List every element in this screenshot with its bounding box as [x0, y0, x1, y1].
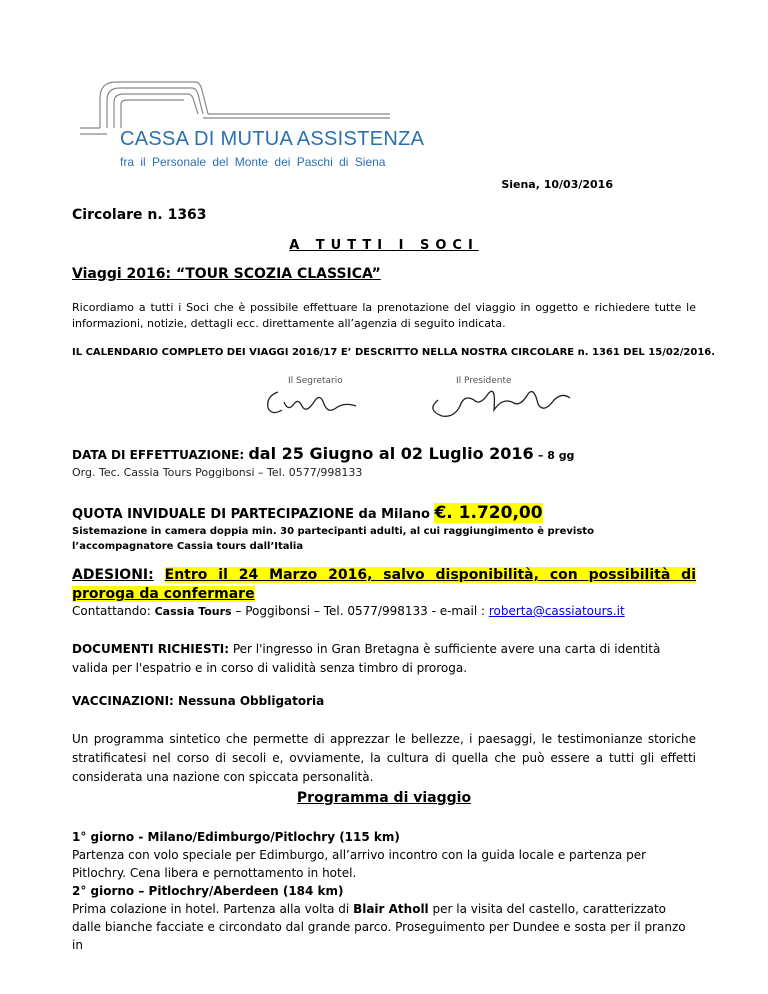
day2-text	[72, 900, 696, 954]
segretario-signature	[262, 384, 362, 420]
trip-dates-label: DATA DI EFFETTUAZIONE:	[72, 448, 245, 462]
presidente-label: Il Presidente	[456, 376, 512, 386]
day2-title: 2° giorno – Pitlochry/Aberdeen (184 km)	[72, 884, 344, 898]
contact-prefix: Contattando:	[72, 604, 155, 618]
calendar-note: IL CALENDARIO COMPLETO DEI VIAGGI 2016/17 E’ DESCRITTO NELLA NOSTRA CIRCOLARE n. 1361 DEL 15/02/2016.	[72, 347, 716, 358]
documents-text: Per l'ingresso in Gran Bretagna è sufficiente avere una carta di identità valida per l'espatrio e in corso di validità senza timbro di proroga.	[72, 642, 661, 675]
organizer-info: Org. Tec. Cassia Tours Poggibonsi – Tel. 0577/998133	[72, 466, 363, 479]
logo-subtitle: fra il Personale del Monte dei Paschi di Siena	[120, 155, 386, 169]
price-line	[72, 503, 543, 523]
day2-bold: Blair Atholl	[353, 902, 429, 916]
day2-text-a: Prima colazione in hotel. Partenza alla volta di	[72, 902, 354, 916]
program-heading: Programma di viaggio	[296, 790, 472, 806]
accommodation-note: Sistemazione in camera doppia min. 30 partecipanti adulti, al cui raggiungimento è previsto l’accompagnatore Cassia tours dall’Italia	[72, 526, 594, 552]
contact-line	[72, 604, 625, 618]
trip-duration: – 8 gg	[537, 449, 575, 462]
trip-title: Viaggi 2016: “TOUR SCOZIA CLASSICA”	[72, 266, 381, 282]
trip-dates-value: dal 25 Giugno al 02 Luglio 2016	[248, 444, 534, 463]
program-intro: Un programma sintetico che permette di apprezzar le bellezze, i paesaggi, le testimonianze storiche stratificatesi nel corso di secoli e, ovviamente, la cultura di quella che può essere a tutti gli effetti considerata una nazione con spiccata personalità.	[72, 732, 696, 784]
adesioni-deadline: Entro il 24 Marzo 2016, salvo disponibilità, con possibilità di proroga da confermare	[72, 567, 697, 602]
day2-text-b: per la visita del castello, caratterizzato dalle bianche facciate e circondato dal grande parco. Proseguimento per Dundee e sosta per il pranzo in	[72, 902, 686, 952]
documents-label: DOCUMENTI RICHIESTI:	[72, 642, 230, 656]
vaccinations: VACCINAZIONI: Nessuna Obbligatoria	[72, 694, 325, 708]
recipients-heading: A TUTTI I SOCI	[289, 238, 479, 253]
trip-dates	[72, 444, 574, 463]
adesioni-line	[72, 566, 696, 604]
program-days	[72, 828, 696, 954]
contact-email-link[interactable]: roberta@cassiatours.it	[488, 604, 625, 618]
price-value: €. 1.720,00	[434, 503, 543, 523]
circolare-number: Circolare n. 1363	[72, 207, 207, 223]
day1-title: 1° giorno - Milano/Edimburgo/Pitlochry (115 km)	[72, 830, 400, 844]
segretario-label: Il Segretario	[288, 376, 343, 386]
logo-title: CASSA DI MUTUA ASSISTENZA	[120, 128, 425, 150]
documents-paragraph	[72, 640, 696, 678]
intro-paragraph: Ricordiamo a tutti i Soci che è possibile effettuare la prenotazione del viaggio in oggetto e richiedere tutte le informazioni, notizie, dettagli ecc. direttamente all’agenzia di seguito indicata.	[72, 301, 696, 330]
document-date: Siena, 10/03/2016	[501, 178, 613, 191]
presidente-signature	[433, 391, 570, 416]
day1-text: Partenza con volo speciale per Edimburgo, all’arrivo incontro con la guida locale e partenza per Pitlochry. Cena libera e pernottamento in hotel.	[72, 848, 647, 880]
contact-details: – Poggibonsi – Tel. 0577/998133 - e-mail :	[231, 604, 489, 618]
price-label: QUOTA INVIDUALE DI PARTECIPAZIONE da Milano	[72, 507, 430, 522]
contact-agency: Cassia Tours	[154, 605, 232, 618]
adesioni-label: ADESIONI:	[72, 567, 154, 583]
